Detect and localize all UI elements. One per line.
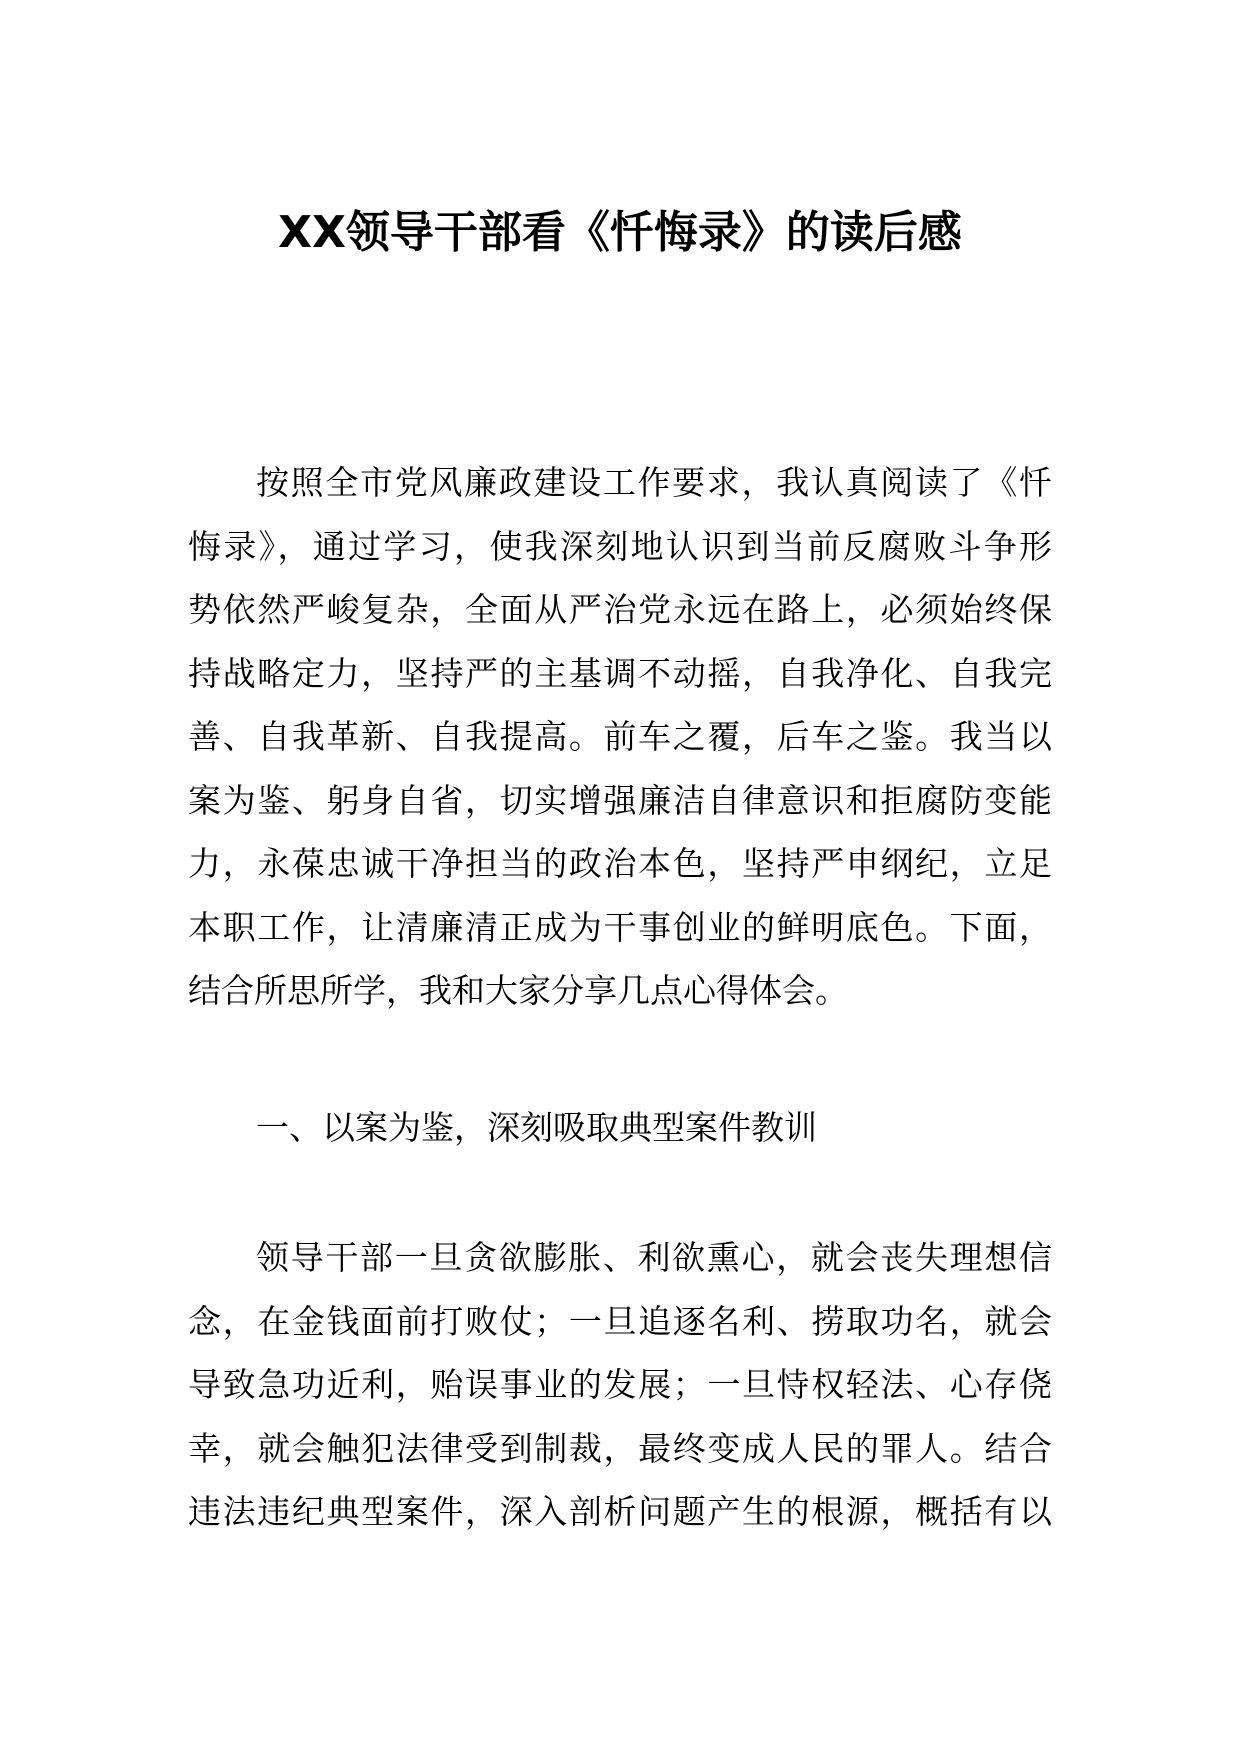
- paragraph-line: 导致急功近利，贻误事业的发展；一旦恃权轻法、心存侥: [188, 1365, 1052, 1404]
- section-heading-text: 一、以案为鉴，深刻吸取典型案件教训: [256, 1108, 817, 1147]
- paragraph-line: 按照全市党风廉政建设工作要求，我认真阅读了《忏: [256, 463, 1052, 502]
- paragraph-line: 善、自我革新、自我提高。前车之覆，后车之鉴。我当以: [188, 717, 1052, 756]
- section-heading: [188, 1096, 1052, 1160]
- paragraph-line: 领导干部一旦贪欲膨胀、利欲熏心，就会丧失理想信: [256, 1238, 1052, 1277]
- document-title: XX领导干部看《忏悔录》的读后感: [278, 207, 962, 258]
- paragraph-line: 念，在金钱面前打败仗；一旦追逐名利、捞取功名，就会: [188, 1301, 1052, 1341]
- paragraph-intro: [188, 451, 1052, 1023]
- paragraph-line: 悔录》，通过学习，使我深刻地认识到当前反腐败斗争形: [188, 526, 1052, 566]
- paragraph-line: 结合所思所学，我和大家分享几点心得体会。: [188, 971, 848, 1010]
- paragraph-section-1: [188, 1226, 1052, 1544]
- paragraph-line: 势依然严峻复杂，全面从严治党永远在路上，必须始终保: [188, 590, 1052, 629]
- paragraph-line: 案为鉴、躬身自省，切实增强廉洁自律意识和拒腐防变能: [188, 780, 1052, 820]
- paragraph-line: 本职工作，让清廉清正成为干事创业的鲜明底色。下面，: [188, 907, 1052, 947]
- paragraph-line: 持战略定力，坚持严的主基调不动摇，自我净化、自我完: [188, 653, 1052, 693]
- paragraph-line: 违法违纪典型案件，深入剖析问题产生的根源，概括有以: [188, 1492, 1052, 1531]
- paragraph-line: 幸，就会触犯法律受到制裁，最终变成人民的罪人。结合: [188, 1428, 1052, 1468]
- paragraph-line: 力，永葆忠诚干净担当的政治本色，坚持严申纲纪，立足: [188, 844, 1052, 883]
